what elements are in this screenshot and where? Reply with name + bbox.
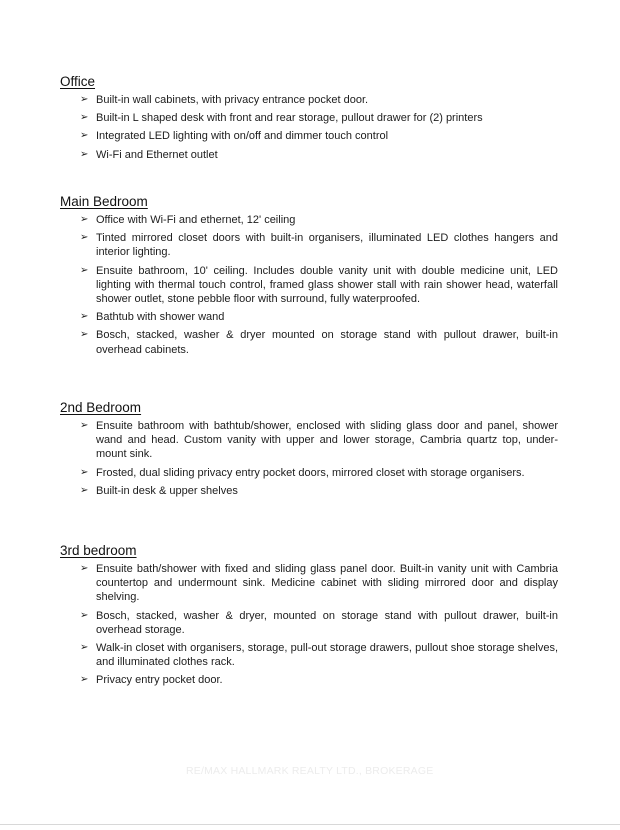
page-edge-divider — [0, 824, 620, 825]
list-item: ➢ Walk-in closet with organisers, storage, pull-out storage drawers, pullout shoe storage shelves, and illuminated clothes rack. — [80, 642, 558, 669]
list-item: ➢ Integrated LED lighting with on/off and dimmer touch control — [80, 130, 389, 143]
feature-list — [58, 419, 558, 498]
list-item: ➢ Built-in desk & upper shelves — [80, 484, 238, 497]
arrow-bullet-icon: ➢ — [80, 311, 89, 323]
section-heading: 2nd Bedroom — [60, 400, 142, 415]
list-item: ➢ Frosted, dual sliding privacy entry pocket doors, mirrored closet with storage organisers. — [80, 466, 525, 479]
arrow-bullet-icon: ➢ — [80, 130, 89, 142]
arrow-bullet-icon: ➢ — [80, 148, 89, 160]
list-item: ➢ Ensuite bathroom with bathtub/shower, enclosed with sliding glass door and panel, shower wand and head. Custom vanity with upper and lower storage, Cambria quartz top, under-mount sink. — [80, 420, 558, 461]
feature-list — [58, 213, 558, 357]
arrow-bullet-icon: ➢ — [80, 563, 89, 574]
arrow-bullet-icon: ➢ — [80, 674, 89, 686]
section-2nd-bedroom — [58, 400, 558, 502]
list-item: ➢ Ensuite bath/shower with fixed and sliding glass panel door. Built-in vanity unit with Cambria countertop and undermount sink. Medicine cabinet with sliding mirrored door and display shelving. — [80, 563, 558, 604]
arrow-bullet-icon: ➢ — [80, 609, 89, 621]
arrow-bullet-icon: ➢ — [80, 232, 89, 244]
arrow-bullet-icon: ➢ — [80, 420, 89, 431]
feature-list — [58, 562, 558, 688]
section-office — [58, 74, 558, 166]
arrow-bullet-icon: ➢ — [80, 264, 89, 276]
list-item: ➢ Built-in wall cabinets, with privacy entrance pocket door. — [80, 94, 369, 106]
arrow-bullet-icon: ➢ — [80, 642, 89, 654]
list-item: ➢ Built-in L shaped desk with front and rear storage, pullout drawer for (2) printers — [80, 112, 483, 125]
arrow-bullet-icon: ➢ — [80, 466, 89, 478]
list-item: ➢ Bosch, stacked, washer & dryer mounted on storage stand with pullout drawer, built-in overhead cabinets. — [80, 329, 558, 356]
section-heading: Office — [60, 74, 96, 89]
section-main-bedroom — [58, 194, 558, 361]
section-heading: Main Bedroom — [60, 194, 148, 209]
section-3rd-bedroom — [58, 543, 558, 692]
list-item: ➢ Tinted mirrored closet doors with built-in organisers, illuminated LED clothes hangers and interior lighting. — [80, 232, 558, 259]
list-item: ➢ Privacy entry pocket door. — [80, 674, 223, 687]
arrow-bullet-icon: ➢ — [80, 94, 89, 105]
brokerage-watermark: RE/MAX HALLMARK REALTY LTD., BROKERAGE — [186, 765, 434, 777]
arrow-bullet-icon: ➢ — [80, 484, 89, 496]
arrow-bullet-icon: ➢ — [80, 329, 89, 341]
list-item: ➢ Ensuite bathroom, 10' ceiling. Includes double vanity unit with double medicine unit, LED lighting with thermal touch control, framed glass shower stall with rain shower head, waterfall shower outlet, stone pebble floor with surround, fully waterproofed. — [80, 264, 558, 306]
arrow-bullet-icon: ➢ — [80, 214, 89, 225]
list-item: ➢ Wi-Fi and Ethernet outlet — [80, 148, 218, 161]
section-heading: 3rd bedroom — [60, 543, 137, 558]
list-item: ➢ Bosch, stacked, washer & dryer, mounted on storage stand with pullout drawer, built-in overhead storage. — [80, 609, 558, 636]
list-item: ➢ Office with Wi-Fi and ethernet, 12' ceiling — [80, 214, 296, 226]
feature-list — [58, 93, 558, 162]
arrow-bullet-icon: ➢ — [80, 112, 89, 124]
list-item: ➢ Bathtub with shower wand — [80, 311, 225, 324]
